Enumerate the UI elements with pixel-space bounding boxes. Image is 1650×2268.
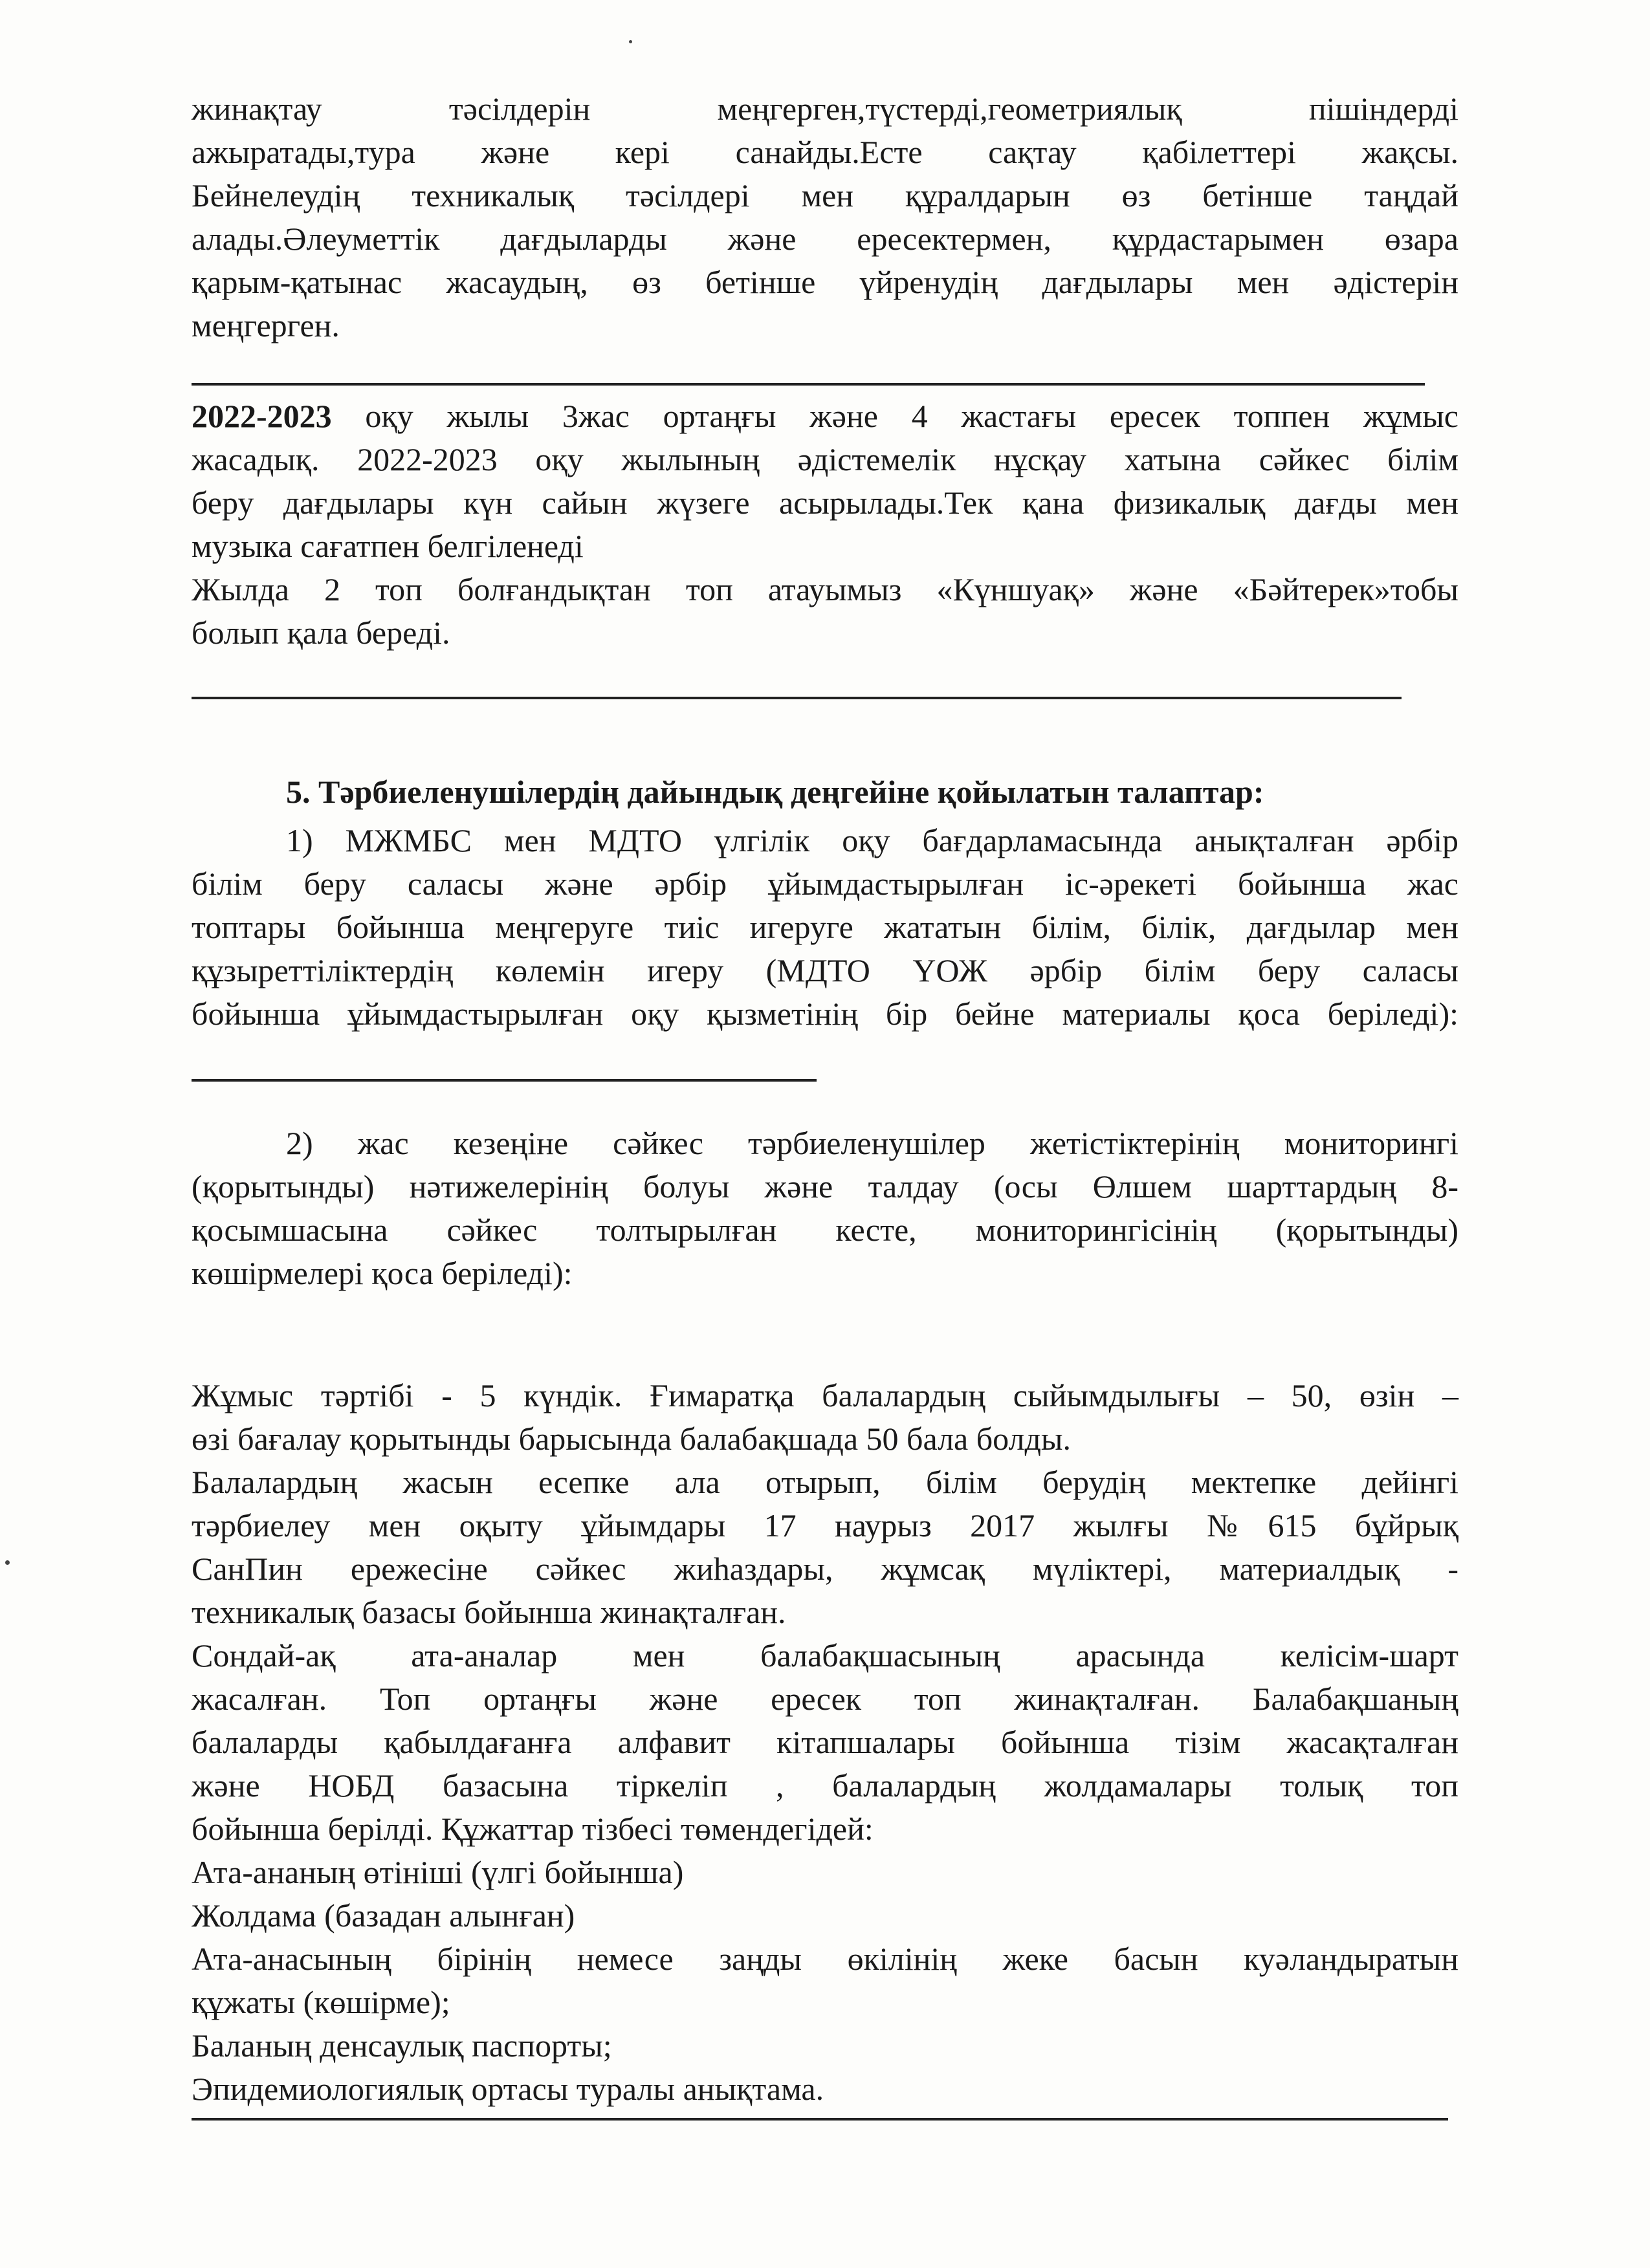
list-item: құжаты (көшірме); bbox=[192, 1984, 450, 2020]
text-line: Жұмыс тәртібі - 5 күндік. Ғимаратқа балалардың сыйымдылығы – 50, өзін – bbox=[192, 1377, 1458, 1413]
separator-line bbox=[192, 383, 1425, 386]
list-item: Баланың денсаулық паспорты; bbox=[192, 2027, 612, 2064]
text-line: меңгерген. bbox=[192, 307, 340, 343]
text-line: болып қала береді. bbox=[192, 615, 450, 651]
text-line: өзі бағалау қорытынды барысында балабақшада 50 бала болды. bbox=[192, 1421, 1071, 1457]
text-line: Бейнелеудің техникалық тәсілдері мен құралдарын өз бетінше таңдай bbox=[192, 177, 1458, 213]
text-line: бойынша берілді. Құжаттар тізбесі төмендегідей: bbox=[192, 1811, 874, 1847]
text-line: (қорытынды) нәтижелерінің болуы және талдау (осы Өлшем шарттардың 8- bbox=[192, 1168, 1458, 1205]
text-line: құзыреттіліктердің көлемін игеру (МДТО ҮОЖ әрбір білім беру саласы bbox=[192, 952, 1458, 988]
requirement-item-1 bbox=[192, 819, 1458, 1036]
requirement-item-2 bbox=[192, 1122, 1458, 1295]
text-line: тәрбиелеу мен оқыту ұйымдары 17 наурыз 2017 жылғы №615 бұйрық bbox=[192, 1507, 1458, 1543]
text-line: бойынша ұйымдастырылған оқу қызметінің бір бейне материалы қоса беріледі): bbox=[192, 996, 1458, 1032]
separator-line bbox=[192, 2118, 1448, 2121]
text-line: СанПин ережесіне сәйкес жиһаздары, жұмсақ мүліктері, материалдық - bbox=[192, 1551, 1458, 1587]
text-line: музыка сағатпен белгіленеді bbox=[192, 528, 584, 564]
text-line: жасадық. 2022-2023 оқу жылының әдістемелік нұсқау хатына сәйкес білім bbox=[192, 441, 1458, 477]
text-line: және НОБД базасына тіркеліп , балалардың жолдамалары толық топ bbox=[192, 1767, 1458, 1804]
scan-speck bbox=[629, 40, 632, 43]
section-heading: 5. Тәрбиеленушілердің дайындық деңгейіне қойылатын талаптар: bbox=[286, 774, 1264, 810]
separator-line bbox=[192, 1079, 817, 1082]
text-line: 1) МЖМБС мен МДТО үлгілік оқу бағдарламасында анықталған әрбір bbox=[286, 822, 1458, 858]
list-item: Жолдама (базадан алынған) bbox=[192, 1897, 575, 1934]
text-line bbox=[192, 395, 1458, 438]
year-range: 2022-2023 bbox=[192, 398, 332, 434]
paragraph-academic-year bbox=[192, 395, 1458, 568]
text-line: топтары бойынша меңгеруге тиіс игеруге жататын білім, білік, дағдылар мен bbox=[192, 909, 1458, 945]
text-line: алады.Әлеуметтік дағдыларды және ересектермен, құрдастарымен өзара bbox=[192, 221, 1458, 257]
list-item: Ата-ананың өтініші (үлгі бойынша) bbox=[192, 1854, 684, 1890]
text-line: Балалардың жасын есепке ала отырып, білім берудің мектепке дейінгі bbox=[192, 1464, 1458, 1500]
text-line: техникалық базасы бойынша жинақталған. bbox=[192, 1594, 786, 1630]
separator-line bbox=[192, 697, 1402, 699]
paragraph-group-names bbox=[192, 568, 1458, 655]
text-line: жасалған. Топ ортаңғы және ересек топ жинақталған. Балабақшаның bbox=[192, 1681, 1458, 1717]
scan-speck bbox=[5, 1560, 10, 1565]
paragraph-work-mode bbox=[192, 1374, 1458, 1461]
text-line: көшірмелері қоса беріледі): bbox=[192, 1255, 573, 1291]
text-line: Жылда 2 топ болғандықтан топ атауымыз «Күншуақ» және «Бәйтерек»тобы bbox=[192, 571, 1458, 607]
paragraph-equipment bbox=[192, 1461, 1458, 1634]
paragraph-skills bbox=[192, 87, 1458, 347]
text-segment: оқу жылы 3жас ортаңғы және 4 жастағы ересек топпен жұмыс bbox=[331, 398, 1458, 434]
paragraph-enrollment bbox=[192, 1634, 1458, 1851]
list-item: Ата-анасының бірінің немесе заңды өкілінің жеке басын куәландыратын bbox=[192, 1941, 1458, 1977]
text-line: қосымшасына сәйкес толтырылған кесте, мониторингісінің (қорытынды) bbox=[192, 1212, 1458, 1248]
text-line: ажыратады,тура және кері санайды.Есте сақтау қабілеттері жақсы. bbox=[192, 134, 1458, 170]
text-line: 2) жас кезеңіне сәйкес тәрбиеленушілер жетістіктерінің мониторингі bbox=[286, 1125, 1458, 1161]
text-line: балаларды қабылдағанға алфавит кітапшалары бойынша тізім жасақталған bbox=[192, 1724, 1458, 1760]
list-item: Эпидемиологиялық ортасы туралы анықтама. bbox=[192, 2071, 824, 2107]
text-line: қарым-қатынас жасаудың, өз бетінше үйренудің дағдылары мен әдістерін bbox=[192, 264, 1458, 300]
text-line: Сондай-ақ ата-аналар мен балабақшасының арасында келісім-шарт bbox=[192, 1637, 1458, 1674]
text-line: білім беру саласы және әрбір ұйымдастырылған іс-әрекеті бойынша жас bbox=[192, 866, 1458, 902]
text-line: жинақтау тәсілдерін меңгерген,түстерді,геометриялық пішіндерді bbox=[192, 91, 1458, 127]
documents-list bbox=[192, 1851, 1458, 2111]
text-line: беру дағдылары күн сайын жүзеге асырылады.Тек қана физикалық дағды мен bbox=[192, 485, 1458, 521]
